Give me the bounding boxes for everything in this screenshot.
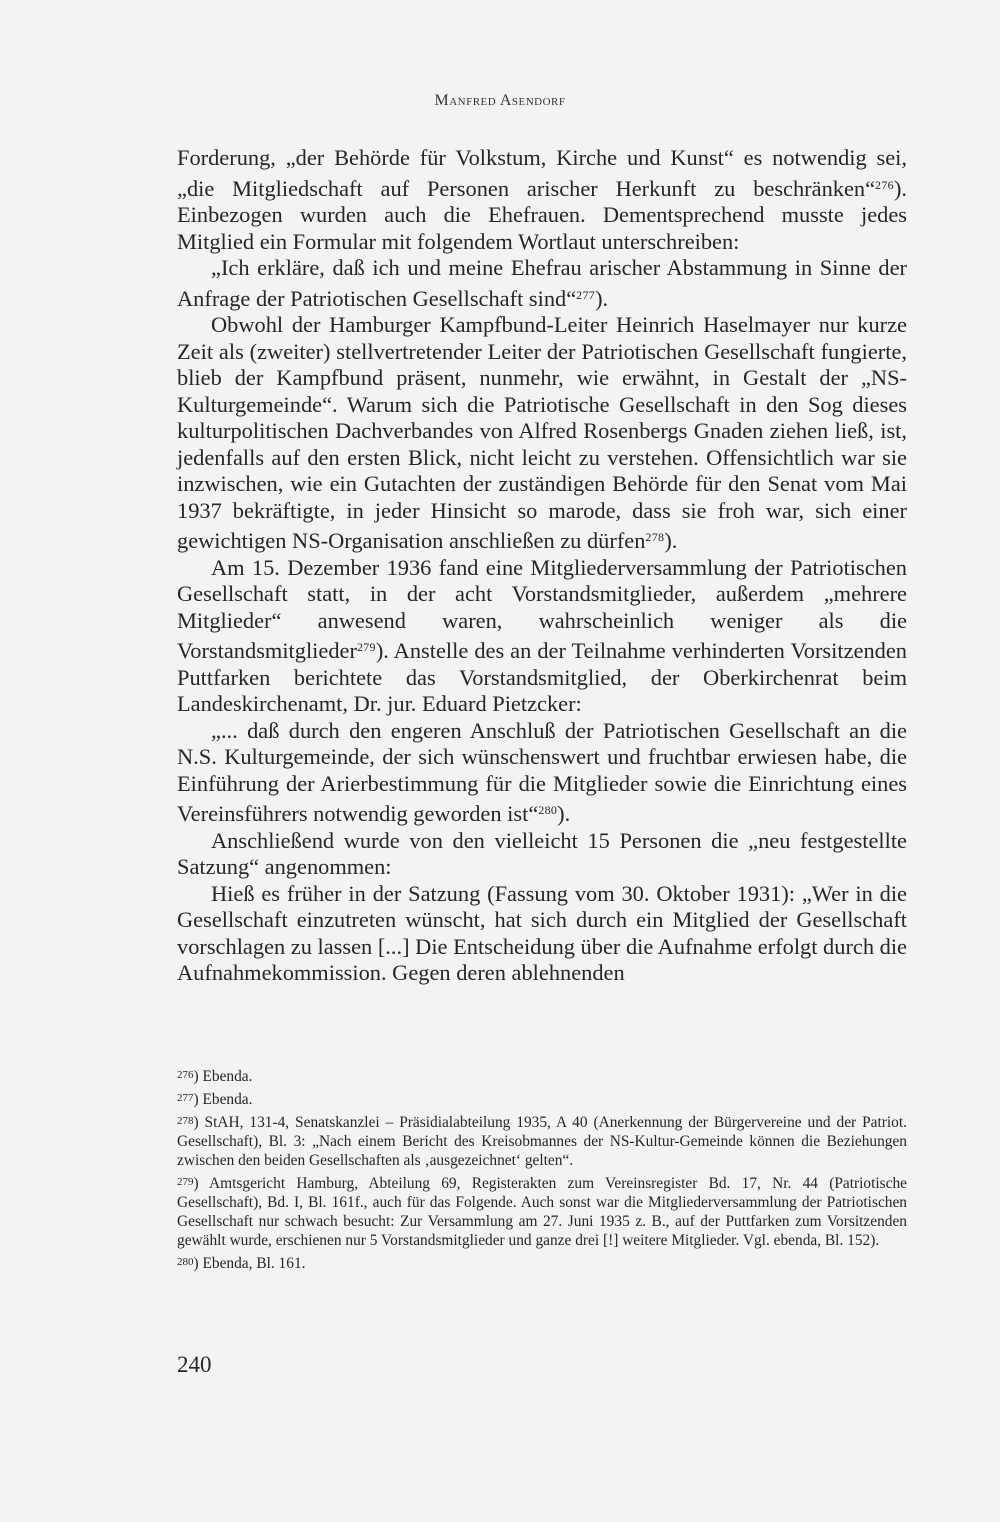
page-number: 240: [177, 1352, 212, 1377]
footnote-279: 279) Amtsgericht Hamburg, Abteilung 69, Registerakten zum Vereinsregister Bd. 17, Nr. 44 (Patriotische Gesellschaft), Bd. I, Bl. 161f., auch für das Folgende. Auch sonst war die Mitgliederversammlung der Patriotischen Gesellschaft nur schwach besucht: Zur Versammlung am 27. Juni 1935 z. B., auf der Puttfarken zum Vorsitzenden gewählt wurde, erschienen nur 5 Vorstandsmitglieder und ganze drei [!] weitere Mitglieder. Vgl. ebenda, Bl. 152).: [177, 1175, 907, 1249]
footnote-278: 278) StAH, 131-4, Senatskanzlei – Präsidialabteilung 1935, A 40 (Anerkennung der Bürgervereine und der Patriot. Gesellschaft), Bl. 3: „Nach einem Bericht des Kreisobmannes der NS-Kultur-Gemeinde können die Beziehungen zwischen den beiden Gesellschaften als ‚ausgezeichnet‘ gelten“.: [177, 1114, 907, 1169]
paragraph-5: Hieß es früher in der Satzung (Fassung vom 30. Oktober 1931): „Wer in die Gesellschaft einzutreten wünscht, hat sich durch ein Mitglied der Gesellschaft vorschlagen zu lassen [...] Die Entscheidung über die Aufnahme erfolgt durch die Aufnahmekommission. Gegen deren ablehnenden: [177, 880, 907, 985]
paragraph-1: Forderung, „der Behörde für Volkstum, Kirche und Kunst“ es notwendig sei, „die Mitgliedschaft auf Personen arischer Herkunft zu beschränken“$^{276}$). Einbezogen wurden auch die Ehefrauen. Dementsprechend musste jedes Mitglied ein Formular mit folgendem Wortlaut unterschreiben:: [177, 145, 907, 254]
footnote-277: 277) Ebenda.: [177, 1091, 253, 1108]
footnote-ref-278: 278: [645, 530, 665, 544]
footnote-ref-276: 276: [875, 177, 894, 192]
footnote-276: 276) Ebenda.: [177, 1068, 253, 1085]
paragraph-3: Am 15. Dezember 1936 fand eine Mitgliederversammlung der Patriotischen Gesellschaft statt, in der acht Vorstandsmitglieder, außerdem „mehrere Mitglieder“ anwesend waren, wahrscheinlich weniger als die Vorstandsmitglieder$^{279}$). Anstelle des an der Teilnahme verhinderten Vorsitzenden Puttfarken berichtete das Vorstandsmitglied, der Oberkirchenrat beim Landeskirchenamt, Dr. jur. Eduard Pietzcker:: [177, 554, 907, 716]
quote-declaration: „Ich erkläre, daß ich und meine Ehefrau arischer Abstammung in Sinne der Anfrage der Patriotischen Gesellschaft sind“$^{277}$).: [177, 255, 907, 311]
footnotes: [177, 1066, 907, 1276]
paragraph-4: Anschließend wurde von den vielleicht 15 Personen die „neu festgestellte Satzung“ angenommen:: [177, 827, 907, 879]
footnote-ref-277: 277: [576, 287, 596, 302]
quote-pietzcker: „... daß durch den engeren Anschluß der Patriotischen Gesellschaft an die N.S. Kulturgemeinde, der sich wünschenswert und fruchtbar erwiesen habe, die Einführung der Arierbestimmung für die Mitglieder sowie die Einrichtung eines Vereinsführers notwendig geworden ist“$^{280}$).: [177, 717, 907, 826]
footnote-280: 280) Ebenda, Bl. 161.: [177, 1255, 306, 1272]
paragraph-2: Obwohl der Hamburger Kampfbund-Leiter Heinrich Haselmayer nur kurze Zeit als (zweiter) stellvertretender Leiter der Patriotischen Gesellschaft fungierte, blieb der Kampfbund präsent, nunmehr, wie erwähnt, in Gestalt der „NS-Kulturgemeinde“. Warum sich die Patriotische Gesellschaft in den Sog dieses kulturpolitischen Dachverbandes von Alfred Rosenbergs Gnaden ziehen ließ, ist, jedenfalls auf den ersten Blick, nicht leicht zu verstehen. Offensichtlich war sie inzwischen, wie ein Gutachten der zuständigen Behörde für den Senat vom Mai 1937 bekräftigte, in jeder Hinsicht so marode, dass sie froh war, sich einer gewichtigen NS-Organisation anschließen zu dürfen$^{278}$).: [177, 312, 907, 553]
footnote-ref-280: 280: [538, 803, 558, 817]
main-text: [177, 145, 907, 987]
footnote-ref-279: 279: [356, 640, 376, 654]
running-head: Manfred Asendorf: [434, 92, 566, 109]
